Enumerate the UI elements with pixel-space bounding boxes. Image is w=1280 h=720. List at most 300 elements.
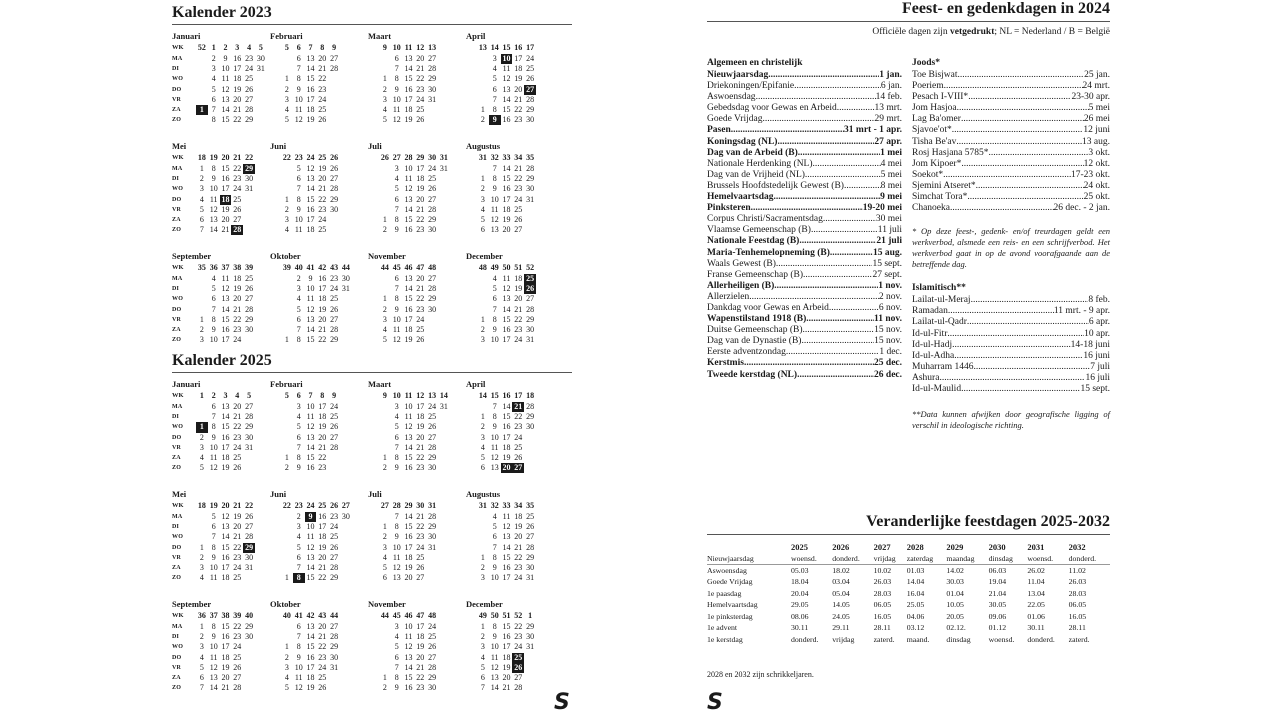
week-column bbox=[243, 152, 255, 235]
day-cell: 4 bbox=[480, 442, 485, 452]
weekday-label: VR bbox=[172, 96, 182, 103]
week-column bbox=[305, 390, 317, 473]
day-cell: 2 bbox=[382, 683, 387, 693]
week-number: 36 bbox=[197, 611, 206, 620]
day-cell: 1 bbox=[382, 452, 387, 462]
empty-day-cell bbox=[379, 653, 391, 663]
week-number: 40 bbox=[282, 611, 291, 620]
day-cell: 21 bbox=[514, 164, 523, 173]
day-cell: 26 bbox=[318, 683, 327, 693]
day-cell: 20 bbox=[514, 532, 523, 542]
day-cell: 14 bbox=[221, 104, 230, 114]
week-number: 13 bbox=[478, 43, 487, 52]
day-cell: 17 bbox=[221, 642, 230, 652]
empty-day-cell bbox=[281, 184, 293, 194]
day-cell: 28 bbox=[526, 94, 535, 104]
day-cell: 17 bbox=[318, 402, 327, 411]
month-grid bbox=[172, 262, 270, 345]
day-cell: 30 bbox=[428, 304, 437, 314]
day-cell: 26 bbox=[330, 542, 339, 552]
empty-day-cell bbox=[196, 402, 208, 412]
day-cell: 19 bbox=[233, 512, 242, 521]
holiday-date: 15 aug. bbox=[872, 247, 902, 258]
table-cell: 05.04 bbox=[832, 588, 850, 598]
day-cell: 27 bbox=[330, 432, 339, 442]
week-column bbox=[477, 152, 489, 235]
weekday-label: DI bbox=[172, 414, 180, 421]
empty-day-cell bbox=[196, 294, 208, 304]
day-cell: 11 bbox=[502, 274, 511, 283]
day-cell: 29 bbox=[428, 294, 437, 304]
day-cell: 22 bbox=[318, 335, 327, 345]
week-column bbox=[293, 42, 305, 125]
holiday-name: Lag Ba'omer bbox=[912, 114, 961, 125]
holiday-date: 1 nov. bbox=[878, 280, 902, 291]
month-grid bbox=[466, 390, 564, 473]
day-cell: 10 bbox=[209, 562, 218, 572]
week-number: 19 bbox=[209, 501, 218, 510]
empty-day-cell bbox=[438, 443, 450, 453]
week-number: 24 bbox=[306, 153, 315, 162]
day-cell: 20 bbox=[318, 552, 327, 562]
islamic-title: Islamitisch** bbox=[912, 283, 966, 294]
day-cell: 19 bbox=[502, 662, 511, 672]
holiday-date: 27 sept. bbox=[872, 269, 902, 280]
empty-day-cell bbox=[379, 663, 391, 673]
day-cell: 9 bbox=[492, 324, 497, 334]
day-cell: 3 bbox=[284, 214, 289, 224]
month-grid bbox=[368, 42, 466, 125]
holiday-date: 6 nov. bbox=[878, 302, 902, 313]
day-cell: 7 bbox=[492, 94, 497, 104]
day-cell: 3 bbox=[199, 442, 204, 452]
week-number: 51 bbox=[514, 263, 523, 272]
day-cell: 1 bbox=[382, 672, 387, 682]
day-cell: 2 bbox=[199, 174, 204, 184]
week-columns bbox=[196, 262, 255, 345]
empty-day-cell bbox=[281, 274, 293, 284]
day-cell: 18 bbox=[416, 632, 425, 642]
week-number: 9 bbox=[382, 391, 387, 400]
day-cell: 6 bbox=[480, 225, 485, 235]
calendar-2023-months bbox=[172, 31, 572, 356]
empty-day-cell bbox=[255, 85, 267, 95]
empty-day-cell bbox=[328, 85, 340, 95]
year-title-2025: Kalender 2025 bbox=[172, 352, 572, 373]
table-cell: 05.03 bbox=[791, 566, 809, 575]
week-number: 27 bbox=[341, 501, 350, 510]
week-number: 32 bbox=[490, 501, 499, 510]
day-cell: 11 bbox=[209, 194, 218, 204]
day-cell: 15 bbox=[502, 412, 511, 422]
day-cell: 14 bbox=[209, 683, 218, 693]
holiday-date: 15 sept. bbox=[872, 258, 902, 269]
day-cell: 15 bbox=[502, 552, 511, 562]
day-cell: 18 bbox=[221, 652, 230, 662]
day-cell: 7 bbox=[211, 304, 216, 314]
week-column bbox=[512, 610, 524, 693]
holiday-name: Wapenstilstand 1918 (B) bbox=[707, 314, 807, 325]
week-number: 31 bbox=[439, 153, 448, 162]
weekday-label: ZA bbox=[172, 106, 181, 113]
day-cell: 28 bbox=[514, 683, 523, 693]
month-grid bbox=[270, 262, 368, 345]
week-column bbox=[501, 500, 513, 583]
year-header: 2026 bbox=[832, 542, 850, 552]
day-cell: 29 bbox=[245, 542, 254, 552]
day-cell: 16 bbox=[306, 84, 315, 94]
day-cell: 5 bbox=[199, 463, 204, 473]
empty-day-cell bbox=[243, 225, 255, 235]
day-cell: 11 bbox=[209, 573, 218, 583]
table-cell: donderd. bbox=[1027, 634, 1055, 644]
empty-day-cell bbox=[477, 95, 489, 105]
empty-day-cell bbox=[328, 673, 340, 683]
day-cell: 28 bbox=[428, 512, 437, 521]
day-cell: 8 bbox=[211, 542, 216, 552]
weekday-label: ZO bbox=[172, 227, 182, 234]
holiday-name: Id-ul-Fitr bbox=[912, 328, 948, 339]
table-cell: 30.03 bbox=[946, 577, 964, 587]
day-cell: 15 bbox=[404, 452, 413, 462]
day-cell: 11 bbox=[294, 225, 303, 235]
holiday-date: 14-18 juni bbox=[1070, 339, 1110, 350]
month-grid bbox=[172, 390, 270, 473]
day-cell: 16 bbox=[502, 632, 511, 642]
day-cell: 25 bbox=[245, 274, 254, 283]
week-number: 35 bbox=[197, 263, 206, 272]
day-cell: 19 bbox=[502, 214, 511, 224]
month-block bbox=[270, 599, 368, 704]
week-column bbox=[477, 42, 489, 125]
leader-dots bbox=[751, 203, 863, 214]
week-number: 37 bbox=[209, 611, 218, 620]
day-cell: 12 bbox=[306, 542, 315, 552]
day-cell: 6 bbox=[211, 294, 216, 304]
week-column bbox=[391, 390, 403, 473]
day-cell: 14 bbox=[404, 662, 413, 672]
week-columns bbox=[196, 42, 267, 125]
day-cell: 6 bbox=[211, 522, 216, 532]
week-column bbox=[403, 610, 415, 693]
empty-day-cell bbox=[477, 522, 489, 532]
holiday-row bbox=[707, 148, 902, 159]
day-cell: 26 bbox=[526, 284, 535, 294]
day-cell: 22 bbox=[318, 452, 327, 462]
day-cell: 28 bbox=[245, 304, 254, 314]
day-cell: 9 bbox=[211, 324, 216, 334]
day-cell: 26 bbox=[330, 422, 339, 432]
empty-day-cell bbox=[328, 225, 340, 235]
day-cell: 29 bbox=[526, 552, 535, 562]
week-number: 51 bbox=[502, 611, 511, 620]
leader-dots bbox=[774, 281, 878, 292]
day-cell: 22 bbox=[416, 214, 425, 224]
jewish-islamic-holidays bbox=[912, 57, 1110, 431]
empty-day-cell bbox=[379, 284, 391, 294]
week-number: 36 bbox=[209, 263, 218, 272]
day-cell: 2 bbox=[382, 532, 387, 542]
day-cell: 22 bbox=[233, 622, 242, 631]
week-number: 18 bbox=[197, 501, 206, 510]
day-cell: 31 bbox=[245, 442, 254, 452]
week-column bbox=[489, 152, 501, 235]
holiday-row bbox=[707, 225, 902, 236]
day-cell: 27 bbox=[245, 294, 254, 304]
day-cell: 31 bbox=[428, 94, 437, 104]
day-cell: 13 bbox=[404, 194, 413, 204]
day-cell: 10 bbox=[306, 402, 315, 411]
day-cell: 19 bbox=[233, 284, 242, 294]
day-cell: 4 bbox=[480, 204, 485, 214]
week-column bbox=[305, 610, 317, 693]
empty-day-cell bbox=[281, 164, 293, 174]
week-column bbox=[477, 390, 489, 473]
day-cell: 13 bbox=[306, 432, 315, 442]
day-cell: 28 bbox=[526, 542, 535, 552]
day-cell: 17 bbox=[514, 54, 523, 63]
week-number: 31 bbox=[478, 153, 487, 162]
empty-day-cell bbox=[196, 512, 208, 522]
row-label: Aswoensdag bbox=[707, 566, 747, 575]
week-column bbox=[208, 610, 220, 693]
week-number: 5 bbox=[258, 43, 263, 52]
day-cell: 28 bbox=[330, 562, 339, 572]
week-column bbox=[255, 42, 267, 125]
week-number: 28 bbox=[404, 153, 413, 162]
weekday-label: VR bbox=[172, 664, 182, 671]
holiday-row bbox=[707, 92, 902, 103]
day-cell: 19 bbox=[416, 422, 425, 432]
holiday-date: 11 mrt. - 9 apr. bbox=[1053, 306, 1110, 317]
week-column bbox=[196, 390, 208, 473]
week-column bbox=[328, 152, 340, 235]
day-cell: 22 bbox=[233, 422, 242, 432]
day-cell: 18 bbox=[221, 194, 230, 204]
day-cell: 19 bbox=[514, 74, 523, 84]
week-number: 25 bbox=[318, 501, 327, 510]
calendar-quarter bbox=[172, 489, 572, 599]
empty-day-cell bbox=[379, 184, 391, 194]
day-cell: 27 bbox=[233, 214, 242, 224]
day-cell: 19 bbox=[318, 304, 327, 314]
day-cell: 21 bbox=[233, 412, 242, 422]
day-cell: 18 bbox=[416, 174, 425, 184]
week-number: 52 bbox=[526, 263, 535, 272]
empty-day-cell bbox=[281, 443, 293, 453]
day-cell: 25 bbox=[330, 532, 339, 542]
day-cell: 21 bbox=[318, 324, 327, 334]
day-cell: 24 bbox=[526, 54, 535, 63]
month-name: Oktober bbox=[270, 251, 301, 261]
week-number: 22 bbox=[245, 501, 254, 510]
day-cell: 24 bbox=[428, 164, 437, 173]
week-column bbox=[524, 390, 536, 473]
week-column bbox=[305, 262, 317, 345]
empty-day-cell bbox=[340, 532, 352, 542]
day-cell: 6 bbox=[199, 214, 204, 224]
day-cell: 10 bbox=[490, 573, 499, 583]
holiday-name: Id-ul-Maulid bbox=[912, 383, 962, 394]
day-cell: 1 bbox=[284, 642, 289, 652]
table-cell: donderd. bbox=[832, 553, 873, 565]
week-number: 23 bbox=[294, 501, 303, 510]
day-cell: 26 bbox=[318, 115, 327, 125]
table-cell: 01.12 bbox=[988, 623, 1007, 633]
day-cell: 25 bbox=[526, 274, 535, 283]
day-cell: 8 bbox=[211, 622, 216, 631]
day-cell: 17 bbox=[502, 642, 511, 652]
month-grid bbox=[270, 390, 368, 473]
day-cell: 13 bbox=[221, 522, 230, 532]
weekday-spacer bbox=[368, 262, 379, 345]
day-cell: 4 bbox=[492, 64, 497, 74]
week-column bbox=[316, 390, 328, 473]
day-cell: 19 bbox=[221, 204, 230, 214]
day-cell: 20 bbox=[318, 622, 327, 631]
day-cell: 1 bbox=[480, 314, 485, 324]
day-cell: 10 bbox=[490, 335, 499, 345]
empty-day-cell bbox=[477, 54, 489, 64]
day-cell: 12 bbox=[209, 204, 218, 214]
holiday-date: 11 nov. bbox=[874, 314, 902, 325]
week-number: 46 bbox=[404, 263, 413, 272]
week-number: 50 bbox=[502, 263, 511, 272]
table-cell: 26.03 bbox=[873, 577, 892, 587]
month-block bbox=[270, 31, 368, 141]
table-cell: maandag bbox=[946, 553, 988, 565]
weekday-label: DO bbox=[172, 196, 182, 203]
leader-dots bbox=[798, 148, 880, 159]
calendar-quarter bbox=[172, 141, 572, 251]
day-cell: 26 bbox=[330, 164, 339, 173]
row-label: Nieuwjaarsdag bbox=[707, 553, 791, 565]
day-cell: 24 bbox=[416, 314, 425, 324]
day-cell: 29 bbox=[428, 74, 437, 84]
holiday-name: Koningsdag (NL) bbox=[707, 136, 778, 147]
empty-day-cell bbox=[524, 453, 536, 463]
weekday-label: MA bbox=[172, 404, 183, 410]
holiday-date: 7 juli bbox=[1090, 361, 1110, 372]
day-cell: 9 bbox=[492, 422, 497, 432]
week-number: 5 bbox=[284, 43, 289, 52]
day-cell: 18 bbox=[221, 452, 230, 462]
week-column bbox=[328, 610, 340, 693]
weekday-spacer bbox=[368, 42, 379, 125]
day-cell: 13 bbox=[306, 174, 315, 184]
day-cell: 11 bbox=[221, 74, 230, 84]
week-column bbox=[196, 262, 208, 345]
day-cell: 12 bbox=[490, 452, 499, 462]
day-cell: 18 bbox=[404, 104, 413, 114]
day-cell: 1 bbox=[199, 542, 204, 552]
holiday-name: Dag van de Arbeid (B) bbox=[707, 147, 798, 158]
week-column bbox=[316, 262, 328, 345]
day-cell: 1 bbox=[199, 164, 204, 173]
week-number: 32 bbox=[490, 153, 499, 162]
day-cell: 10 bbox=[392, 94, 401, 104]
table-cell: 10.05 bbox=[946, 600, 964, 610]
week-number: 41 bbox=[294, 611, 303, 620]
holiday-row bbox=[707, 236, 902, 247]
day-cell: 18 bbox=[502, 204, 511, 214]
empty-day-cell bbox=[255, 95, 267, 105]
table-row bbox=[707, 611, 1110, 623]
day-cell: 26 bbox=[245, 284, 254, 294]
day-cell: 31 bbox=[256, 64, 265, 74]
day-cell: 9 bbox=[308, 274, 313, 283]
week-label: WK bbox=[172, 44, 184, 51]
empty-day-cell bbox=[477, 512, 489, 522]
month-block bbox=[270, 251, 368, 356]
day-cell: 23 bbox=[245, 54, 254, 63]
weekday-label: DI bbox=[172, 634, 180, 641]
day-cell: 14 bbox=[306, 324, 315, 334]
week-column bbox=[501, 610, 513, 693]
day-cell: 15 bbox=[221, 422, 230, 432]
day-cell: 24 bbox=[233, 642, 242, 652]
day-cell: 26 bbox=[526, 522, 535, 532]
day-cell: 30 bbox=[245, 432, 254, 442]
day-cell: 18 bbox=[221, 573, 230, 583]
empty-day-cell bbox=[524, 653, 536, 663]
week-column bbox=[403, 152, 415, 235]
week-label: WK bbox=[172, 502, 184, 509]
empty-day-cell bbox=[243, 573, 255, 583]
day-cell: 22 bbox=[233, 542, 242, 552]
week-label: WK bbox=[172, 154, 184, 161]
month-name: Maart bbox=[368, 379, 392, 389]
day-cell: 26 bbox=[416, 335, 425, 345]
week-column bbox=[328, 500, 340, 583]
week-column bbox=[305, 500, 317, 583]
empty-day-cell bbox=[196, 522, 208, 532]
month-grid bbox=[466, 262, 564, 345]
day-cell: 30 bbox=[341, 512, 350, 521]
empty-day-cell bbox=[281, 294, 293, 304]
day-cell: 14 bbox=[502, 304, 511, 314]
table-cell: 20.04 bbox=[791, 588, 809, 598]
month-block bbox=[368, 599, 466, 704]
holiday-date: 1 jan. bbox=[879, 70, 902, 80]
weekday-labels bbox=[172, 500, 196, 583]
day-cell: 2 bbox=[211, 54, 216, 63]
day-cell: 2 bbox=[199, 552, 204, 562]
week-number: 3 bbox=[223, 391, 228, 400]
empty-day-cell bbox=[243, 683, 255, 693]
month-name: Februari bbox=[270, 379, 303, 389]
day-cell: 29 bbox=[526, 174, 535, 184]
day-cell: 21 bbox=[514, 542, 523, 552]
holiday-name: Lailat-ul-Qadr bbox=[912, 317, 967, 328]
month-name: April bbox=[466, 379, 486, 389]
table-cell: 06.03 bbox=[988, 566, 1007, 575]
day-cell: 20 bbox=[233, 402, 242, 411]
month-block bbox=[466, 141, 564, 251]
holiday-row bbox=[707, 248, 902, 259]
day-cell: 1 bbox=[480, 174, 485, 184]
holiday-date: 16 juli bbox=[1085, 372, 1110, 383]
day-cell: 17 bbox=[221, 442, 230, 452]
day-cell: 7 bbox=[296, 64, 301, 74]
week-column bbox=[489, 500, 501, 583]
day-cell: 1 bbox=[284, 194, 289, 204]
day-cell: 12 bbox=[209, 662, 218, 672]
empty-day-cell bbox=[524, 443, 536, 453]
week-column bbox=[316, 500, 328, 583]
day-cell: 13 bbox=[404, 652, 413, 662]
week-columns bbox=[379, 152, 450, 235]
